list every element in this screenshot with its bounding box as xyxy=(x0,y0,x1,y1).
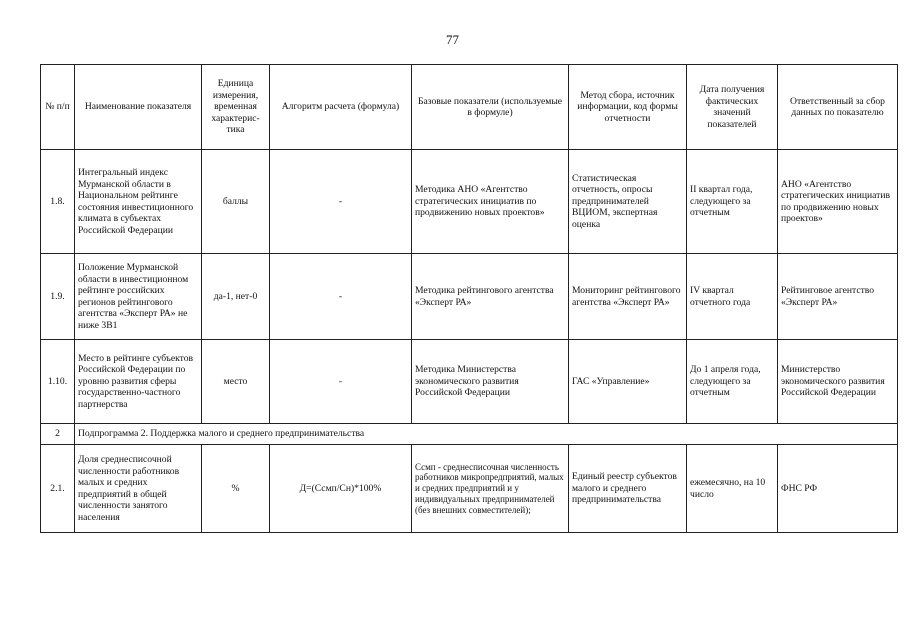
table-row xyxy=(41,340,898,424)
indicator-date: IV квартал отчетного года xyxy=(687,254,778,340)
indicator-unit: да-1, нет-0 xyxy=(202,254,270,340)
section-row xyxy=(41,424,898,445)
header-unit: Единица измерения, временная характерис-тика xyxy=(202,65,270,150)
indicator-responsible: Министерство экономического развития Российской Федерации xyxy=(778,340,898,424)
indicators-table xyxy=(40,64,898,533)
indicator-unit: баллы xyxy=(202,150,270,254)
header-name: Наименование показателя xyxy=(75,65,202,150)
header-date: Дата получения фактических значений показателей xyxy=(687,65,778,150)
indicator-name: Интегральный индекс Мурманской области в Национальном рейтинге состояния инвестиционного климата в субъектах Российской Федерации xyxy=(75,150,202,254)
indicator-unit: % xyxy=(202,445,270,533)
indicator-formula: - xyxy=(270,150,412,254)
table-row xyxy=(41,254,898,340)
indicator-base: Методика рейтингового агентства «Эксперт РА» xyxy=(412,254,569,340)
indicator-formula: Д=(Ссмп/Сн)*100% xyxy=(270,445,412,533)
row-number: 1.9. xyxy=(41,254,75,340)
table-row xyxy=(41,150,898,254)
header-formula: Алгоритм расчета (формула) xyxy=(270,65,412,150)
indicator-unit: место xyxy=(202,340,270,424)
indicator-responsible: АНО «Агентство стратегических инициатив по продвижению новых проектов» xyxy=(778,150,898,254)
header-responsible: Ответственный за сбор данных по показателю xyxy=(778,65,898,150)
indicator-method: Мониторинг рейтингового агентства «Эксперт РА» xyxy=(569,254,687,340)
header-method: Метод сбора, источник информации, код формы отчетности xyxy=(569,65,687,150)
indicator-name: Место в рейтинге субъектов Российской Федерации по уровню развития сферы государственно-частного партнерства xyxy=(75,340,202,424)
header-number: № п/п xyxy=(41,65,75,150)
indicator-date: До 1 апреля года, следующего за отчетным xyxy=(687,340,778,424)
header-base: Базовые показатели (используемые в формуле) xyxy=(412,65,569,150)
table-header-row xyxy=(41,65,898,150)
indicator-method: Статистическая отчетность, опросы предпринимателей ВЦИОМ, экспертная оценка xyxy=(569,150,687,254)
indicator-formula: - xyxy=(270,340,412,424)
indicator-name: Положение Мурманской области в инвестиционном рейтинге российских регионов рейтингового агентства «Эксперт РА» не ниже 3В1 xyxy=(75,254,202,340)
indicator-base: Методика Министерства экономического развития Российской Федерации xyxy=(412,340,569,424)
indicator-date: ежемесячно, на 10 число xyxy=(687,445,778,533)
indicator-method: ГАС «Управление» xyxy=(569,340,687,424)
indicator-date: II квартал года, следующего за отчетным xyxy=(687,150,778,254)
indicator-responsible: Рейтинговое агентство «Эксперт РА» xyxy=(778,254,898,340)
indicator-method: Единый реестр субъектов малого и среднего предпринимательства xyxy=(569,445,687,533)
row-number: 2.1. xyxy=(41,445,75,533)
indicator-base: Ссмп - среднесписочная численность работников микропредприятий, малых и средних предприятий и у индивидуальных предпринимателей (без внешних совместителей); xyxy=(412,445,569,533)
indicator-base: Методика АНО «Агентство стратегических инициатив по продвижению новых проектов» xyxy=(412,150,569,254)
row-number: 1.10. xyxy=(41,340,75,424)
indicator-responsible: ФНС РФ xyxy=(778,445,898,533)
indicator-formula: - xyxy=(270,254,412,340)
row-number: 1.8. xyxy=(41,150,75,254)
table-row xyxy=(41,445,898,533)
page-number: 77 xyxy=(446,32,459,47)
section-number: 2 xyxy=(41,424,75,445)
indicator-name: Доля среднесписочной численности работников малых и средних предприятий в общей численности занятого населения xyxy=(75,445,202,533)
section-title: Подпрограмма 2. Поддержка малого и среднего предпринимательства xyxy=(75,424,898,445)
